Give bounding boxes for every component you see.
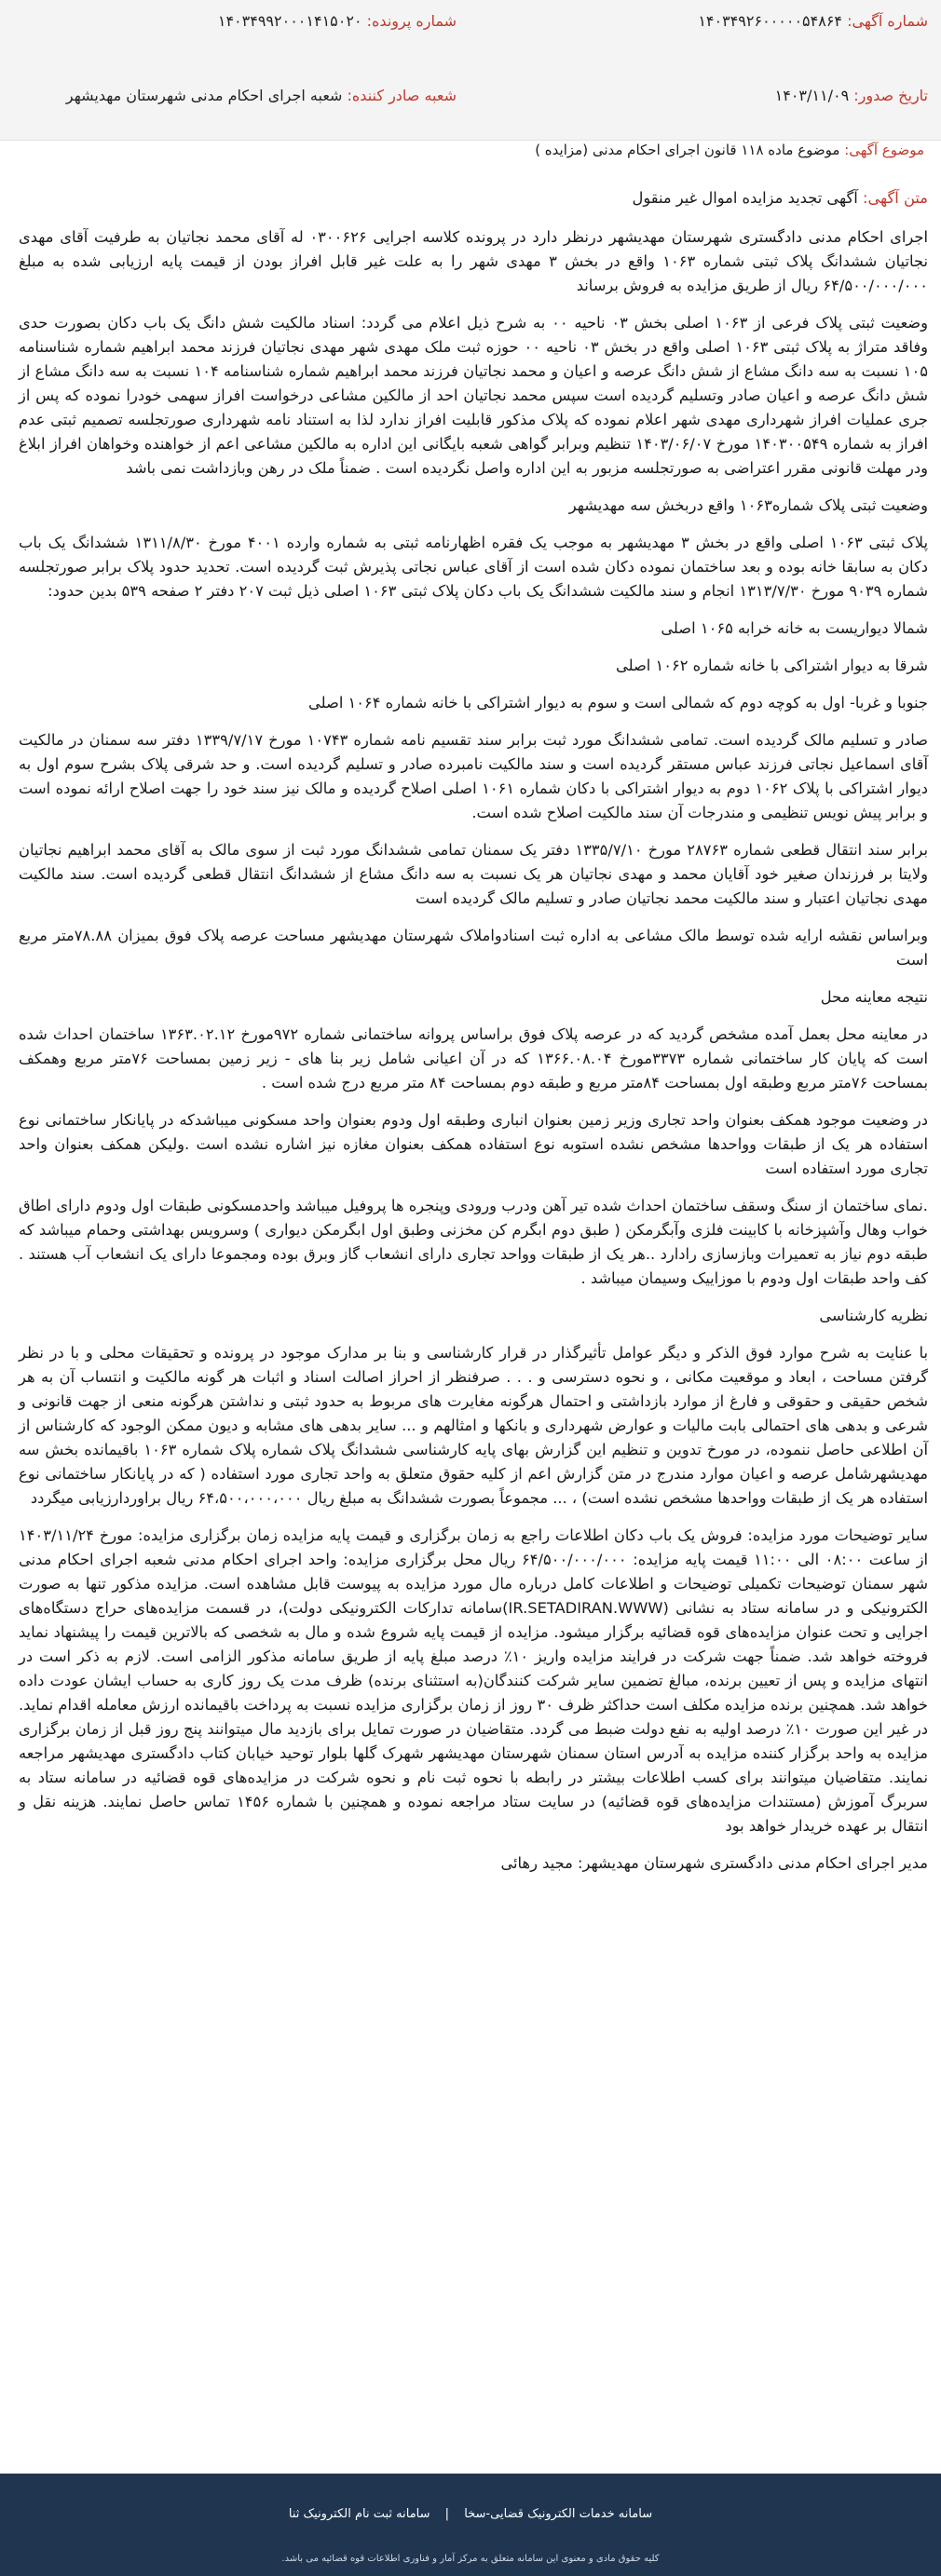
footer-copyright: کلیه حقوق مادی و معنوی این سامانه متعلق به مرکز آمار و فناوری اطلاعات قوه قضائیه می باشد. xyxy=(281,2554,660,2564)
case-number-row xyxy=(218,11,457,32)
footer-link-sana[interactable]: سامانه ثبت نام الکترونیک ثنا xyxy=(288,2507,430,2521)
paragraph: نظریه کارشناسی xyxy=(819,1307,928,1324)
paragraph: سایر توضیحات مورد مزایده: فروش یک باب دکان اطلاعات راجع به زمان برگزاری و قیمت پایه مزایده زمان برگزاری مزایده: مورخ ۱۴۰۳/۱۱/۲۴ از ساعت ۰۸:۰۰ الی ۱۱:۰۰ قیمت پایه مزایده: ۶۴/۵۰۰/۰۰۰/۰۰۰ ریال محل برگزاری مزایده: واحد اجرای احکام مدنی شعبه اجرای احکام مدنی شهر سمنان توضیحات تکمیلی توضیحات و اطلاعات کامل درباره مال مورد مزایده به پیوست قابل مشاهده است. مزایده مذکور تنها به صورت الکترونیکی و در سامانه ستاد به نشانی (IR.SETADIRAN.WWW)سامانه تدارکات الکترونیکی دولت)، در قسمت مزایده‌های حراج دستگاه‌های اجرایی و تحت عنوان مزایده‌های قوه قضائیه برگزار میشود. مزایده از قیمت پایه شروع شده و مال به شخصی که بالاترین قیمت را پیشنهاد نماید فروخته خواهد شد. ضمناً جهت شرکت در فرایند مزایده واریز ۱۰٪ درصد مبلغ پایه از طریق سامانه مذکور الزامی است. لازم به ذکر است در انتهای مزایده و پس از تعیین برنده، مبالغ تضمین سایر شرکت کنندگان(به استثنای برنده) ظرف مدت یک روز کاری به حساب ایشان عودت داده خواهد شد. همچنین برنده مزایده مکلف است حداکثر ظرف ۳۰ روز از زمان برگزاری مزایده نسبت به پرداخت باقیمانده ارزش معامله اقدام نماید. در غیر این صورت ۱۰٪ درصد اولیه به نفع دولت ضبط می گردد. متقاضیان در صورت تمایل برای بازدید مال میتوانند پنج روز قبل از زمان برگزاری مزایده به واحد برگزار کننده مزایده به آدرس استان سمنان شهرستان مهدیشهر شهرک گلها بلوار توحید خیابان کتاب دادگستری مهدیشهر مراجعه نمایند. متقاضیان میتوانند برای کسب اطلاعات بیشتر در رابطه با نحوه ثبت نام و نحوه شرکت در مزایده‌های قوه قضائیه در سامانه ستاد به سربرگ آموزش (مستندات مزایده‌های قوه قضائیه) در سایت ستاد مراجعه نموده و همچنین با شماره ۱۴۵۶ تماس حاصل نمایند. هزینه نقل و انتقال بر عهده خریدار خواهد بود xyxy=(19,1526,929,1835)
issuer-label: شعبه صادر کننده: xyxy=(347,87,457,104)
paragraph: اجرای احکام مدنی دادگستری شهرستان مهدیشهر درنظر دارد در پرونده کلاسه اجرایی ۰۳۰۰۶۲۶ له آقای محمد نجاتیان به طرفیت آقای مهدی نجاتیان ششدانگ پلاک ثبتی شماره ۱۰۶۳ واقع در بخش ۳ مهدی شهر را به علت غیر قابل افراز بودن از قیمت پایه ارزیابی شده به مبلغ ۶۴/۵۰۰/۰۰۰/۰۰۰ ریال از طریق مزایده به فروش برساند xyxy=(19,228,928,294)
paragraph: وضعیت ثبتی پلاک فرعی از ۱۰۶۳ اصلی بخش ۰۳ ناحیه ۰۰ به شرح ذیل اعلام می گردد: اسناد مالکیت شش دانگ یک باب دکان بصورت حدی وفاقد متراژ به پلاک ثبتی ۱۰۶۳ اصلی واقع در بخش ۰۳ ناحیه ۰۰ حوزه ثبت ملک مهدی شهر مهدی نجاتیان فرزند محمد ابراهیم شماره شناسنامه ۱۰۵ نسبت به سه دانگ مشاع از شش دانگ عرصه و اعیان و محمد نجاتیان فرزند محمد ابراهیم شماره شناسنامه ۱۰۴ نسبت به سه دانگ مشاع از شش دانگ عرصه و اعیان صادر وتسلیم گردیده است سپس محمد نجاتیان احد از مالکین مشاعی درخواست افراز سهمی خودرا نموده که پس از جری عملیات افراز شهرداری مهدی شهر اعلام نموده که پلاک مذکور قابلیت افراز ندارد لذا به استناد نامه شهرداری صورتجلسه تصمیم ثبتی عدم افراز به شماره ۱۴۰۳۰۰۵۴۹ مورخ ۱۴۰۳/۰۶/۰۷ تنظیم وبرابر گواهی شعبه بایگانی این اداره به مالکین مشاعی اعم از خواهنده وخواهان افراز ابلاغ ودر مهلت قانونی مقرر اعتراضی به صورتجلسه مزبور به این اداره واصل نگردیده است . ضمناً ملک در رهن وبازداشت نمی باشد xyxy=(19,314,928,477)
paragraph: وبراساس نقشه ارایه شده توسط مالک مشاعی به اداره ثبت اسنادواملاک شهرستان مهدیشهر مساحت عرصه پلاک فوق بمیزان ۷۸.۸۸متر مربع است xyxy=(19,927,928,969)
body-label: متن آگهی: xyxy=(862,189,928,207)
footer-separator: | xyxy=(444,2507,450,2521)
paragraph: صادر و تسلیم مالک گردیده است. تمامی ششدانگ مورد ثبت برابر سند تقسیم نامه شماره ۱۰۷۴۳ مورخ ۱۳۳۹/۷/۱۷ دفتر سه سمنان در مالکیت آقای اسماعیل نجاتی فرزند عباس مستقر گردیده است و سند مالکیت نامبرده صادر و تسلیم گردیده است. و حد شرقی پلاک بشرح سوم اول به دیوار اشتراکی با پلاک ۱۰۶۲ دوم به دیوار اشتراکی با دکان شماره ۱۰۶۱ اصلی اصلاح گردیده و مالک نیز سند خود را جهت اصلاح ارائه نموده است و برابر پیش نویس تنظیمی و مندرجات آن سند مالکیت اصلاح شده است. xyxy=(19,731,928,821)
paragraph: جنوبا و غربا- اول به کوچه دوم که شمالی است و سوم به دیوار اشتراکی با خانه شماره ۱۰۶۴ اصلی xyxy=(308,694,928,712)
body-title: آگهی تجدید مزایده اموال غیر منقول xyxy=(632,189,858,207)
ad-number-label: شماره آگهی: xyxy=(847,12,928,30)
issuer: شعبه اجرای احکام مدنی شهرستان مهدیشهر xyxy=(65,87,343,104)
issue-date: ۱۴۰۳/۱۱/۰۹ xyxy=(774,87,850,104)
ad-body xyxy=(19,186,928,1889)
ad-number-row xyxy=(698,11,928,32)
paragraph: با عنایت به شرح موارد فوق الذکر و دیگر عوامل تأثیرگذار در قرار کارشناسی و بنا بر مدارک موجود در پرونده و تحقیقات محلی و با در نظر گرفتن مساحت ، ابعاد و موقعیت مکانی ، و نحوه دسترسی و . . . صرفنظر از احراز اصالت اسناد و اثبات هر گونه مالکیت و انتساب آن به هر شخص حقیقی و حقوقی و فارغ از موارد بازداشتی و احتمال هرگونه مغایرت های مربوط به حدود ثبتی و نداشتن هرگونه منعی از جهت قانونی و شرعی و بدهی های احتمالی بابت مالیات و عوارض شهرداری و بانکها و امثالهم و ... سایر بدهی های مشابه و دیون ممکن الوجود که کارشناس از آن اطلاعی حاصل ننموده، در مورخ تدوین و تنظیم این گزارش بهای پایه کارشناسی ششدانگ پلاک شماره پلاک شماره ۱۰۶۳ باقیمانده بخش سه مهدیشهرشامل عرصه و اعیان موارد مندرج در متن گزارش اعم از کلیه حقوق متعلق به واحد تجاری مورد استفاده ( که در پایانکار ساختمانی نوع استفاده هر یک از طبقات وواحدها مشخص نشده است) ، ... مجموعاً بصورت ششدانگ به مبلغ ریال ۶۴،۵۰۰،۰۰۰،۰۰۰ ریال براوردارزیابی میگردد xyxy=(19,1344,928,1507)
subject-value: موضوع ماده ۱۱۸ قانون اجرای احکام مدنی (مزایده ) xyxy=(535,142,840,158)
paragraph: در معاینه محل بعمل آمده مشخص گردید که در عرصه پلاک فوق براساس پروانه ساختمانی شماره ۹۷۲مورخ ۱۳۶۳.۰۲.۱۲ ساختمان احداث شده است که پایان کار ساختمانی شماره ۳۳۷۳مورخ ۱۳۶۶.۰۸.۰۴ که در آن اعیانی شامل زیر بنا های - زیر زمین بمساحت ۷۶متر مربع وهمکف بمساحت ۷۶متر مربع وطبقه اول بمساحت ۸۴متر مربع و طبقه دوم بمساحت ۸۴ متر مربع درج شده است . xyxy=(19,1025,929,1091)
paragraph: شمالا دیواریست به خانه خرابه ۱۰۶۵ اصلی xyxy=(661,619,928,637)
site-footer xyxy=(0,2474,941,2576)
paragraph: .نمای ساختمان از سنگ وسقف ساختمان احداث شده تیر آهن ودرب ورودی وپنجره ها پروفیل میباشد واحدمسکونی طبقات اول ودوم دارای اطاق خواب وهال وآشپزخانه با کابینت فلزی وآبگرمکن ( طبق دوم ابگرم کن مخزنی وطبق اول ابگرمکن دیواری ) وسرویس بهداشتی وحمام میباشد که طبقه دوم نیاز به تعمیرات وبازسازی رادارد ..هر یک از طبقات وواحد تجاری دارای انشعاب گاز وبرق بوده ومجموعا دارای یک انشعاب آب هستند . کف واحد طبقات اول ودوم با موزاییک وسیمان میباشد . xyxy=(19,1197,928,1287)
signature-line: مدیر اجرای احکام مدنی دادگستری شهرستان مهدیشهر: مجید رهائی xyxy=(500,1854,928,1872)
paragraph: در وضعیت موجود همکف بعنوان واحد تجاری وزیر زمین بعنوان انباری وطبقه اول ودوم بعنوان واحد مسکونی میباشدکه در پایانکار ساختمانی نوع استفاده هر یک از طبقات وواحدها مشخص نشده استوبه نوع استفاده همکف بعنوان مغازه نیز اشاره نشده است .ولیکن همکف بعنوان واحد تجاری مورد استفاده است xyxy=(19,1111,928,1177)
footer-link-sakha[interactable]: سامانه خدمات الکترونیک قضایی-سخا xyxy=(464,2507,653,2521)
body-intro xyxy=(19,186,928,210)
ad-header xyxy=(0,0,941,141)
footer-links xyxy=(0,2507,941,2521)
issuer-row xyxy=(66,86,457,106)
issue-date-row xyxy=(775,86,928,106)
paragraph: پلاک ثبتی ۱۰۶۳ اصلی واقع در بخش ۳ مهدیشهر به موجب یک فقره اظهارنامه ثبتی به شماره وارده ۴۰۰۱ مورخ ۱۳۱۱/۸/۳۰ ششدانگ یک باب دکان به سابقا خانه بوده و بعد ساختمان نموده دکان شده است از آقای عباس نجاتی پذیرش ثبت گردیده است. تحدید حدود پلاک برابر صورتجلسه شماره ۹۰۳۹ مورخ ۱۳۱۳/۷/۳۰ انجام و سند مالکیت ششدانگ یک باب دکان پلاک ثبتی ۱۰۶۳ اصلی ذیل ثبت ۲۰۷ دفتر ۲ صفحه ۵۳۹ بدین حدود: xyxy=(19,534,928,600)
paragraph: وضعیت ثبتی پلاک شماره۱۰۶۳ واقع دربخش سه مهدیشهر xyxy=(568,496,928,514)
case-number: ۱۴۰۳۴۹۹۲۰۰۰۱۴۱۵۰۲۰ xyxy=(217,12,362,30)
issue-date-label: تاریخ صدور: xyxy=(853,87,928,104)
paragraph: شرقا به دیوار اشتراکی با خانه شماره ۱۰۶۲ اصلی xyxy=(616,657,928,674)
case-number-label: شماره پرونده: xyxy=(366,12,457,30)
paragraph: برابر سند انتقال قطعی شماره ۲۸۷۶۳ مورخ ۱۳۳۵/۷/۱۰ دفتر یک سمنان تمامی ششدانگ مورد ثبت از سوی مالک به آقای محمد ابراهیم نجاتیان ولایتا بر فرزندان صغیر خود آقایان محمد و مهدی نجاتیان هر یک نسبت به سه دانگ مشاع از ششدانگ انتقال قطعی گردیده است. سند مالکیت مهدی نجاتیان اعتبار و سند مالکیت محمد نجاتیان صادر و تسلیم مالک گردیده است xyxy=(19,841,929,907)
paragraph: نتیجه معاینه محل xyxy=(820,988,928,1006)
subject-label: موضوع آگهی: xyxy=(844,142,924,158)
ad-subject xyxy=(17,140,924,160)
ad-number: ۱۴۰۳۴۹۲۶۰۰۰۰۰۵۴۸۶۴ xyxy=(698,12,843,30)
